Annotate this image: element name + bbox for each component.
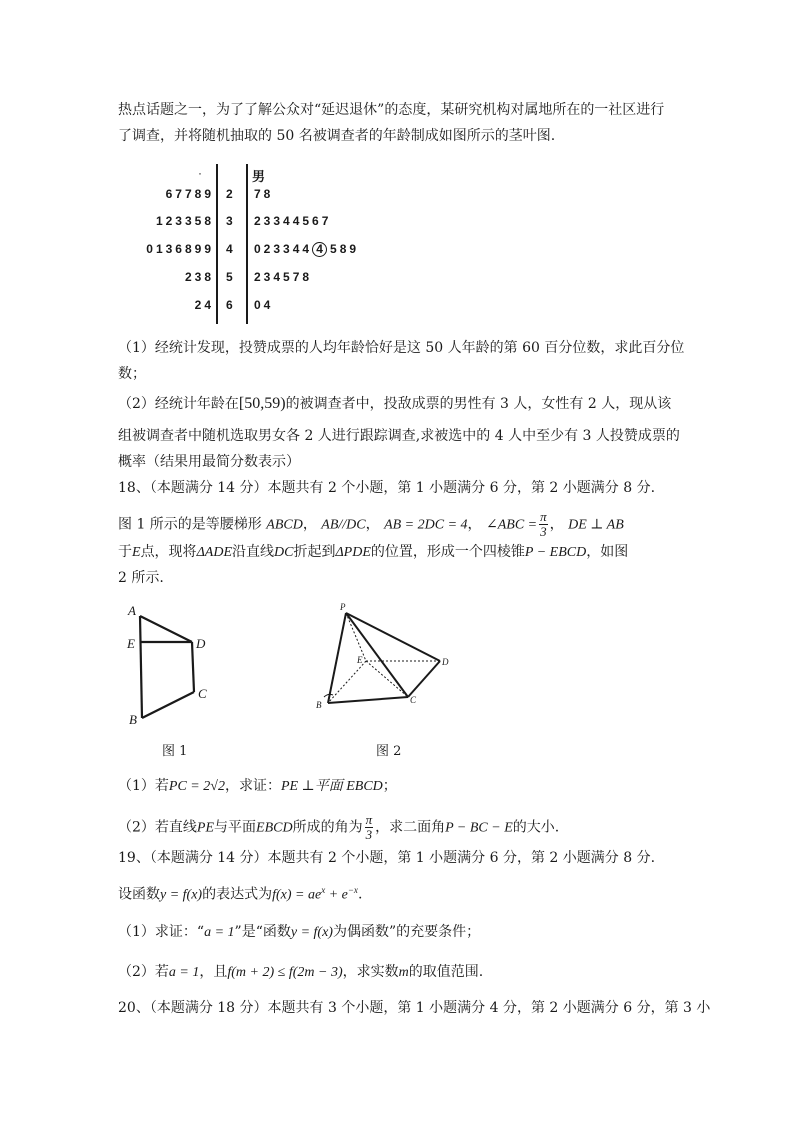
q18-l2-text-c: 沿直线 <box>232 544 274 560</box>
fig2-label-c: C <box>410 695 417 705</box>
fig1-label-c: C <box>198 686 207 701</box>
edge-dc <box>192 642 194 692</box>
fig1-label-b: B <box>129 712 137 727</box>
q19-p2-text-a: （2）若 <box>118 964 169 980</box>
angle-fraction-2 <box>365 813 374 842</box>
q18-p1-text-b: ，求证： <box>224 778 281 794</box>
row-3-right-a: 023344 <box>254 242 313 256</box>
condition-a-eq-1-2: a = 1 <box>168 965 200 980</box>
function-plus-e: + e <box>325 887 348 903</box>
q19-l1-text-a: 设函数 <box>118 886 160 903</box>
row-3-left: 0136899 <box>146 242 214 256</box>
figure-1-caption: 图 1 <box>162 744 188 759</box>
q17-part2-line3: 概率（结果用最简分数表示） <box>118 454 300 470</box>
fig2-label-b: B <box>316 700 322 710</box>
q18-p2-text-a: （2）若直线 <box>118 819 197 836</box>
q18-l2-text-d: 折起到 <box>293 544 336 560</box>
q20-heading: 20、（本题满分 18 分）本题共有 3 个小题，第 1 小题满分 4 分，第 2 小题满分 6 分，第 3 小 <box>118 1000 711 1016</box>
q17-part2-line1 <box>118 394 683 414</box>
angle-abc: ∠ABC = <box>485 517 538 533</box>
stem-divider-left <box>216 164 218 324</box>
exponent-neg-x: −x <box>347 885 358 895</box>
row-1-right: 78 <box>254 187 274 201</box>
edge-cb <box>142 692 194 718</box>
ab-parallel-dc: AB//DC <box>321 517 366 533</box>
stem-divider-right <box>246 164 248 324</box>
function-def: f(x) = ae <box>272 887 322 903</box>
edge-ec-hidden <box>366 661 408 697</box>
q18-p2-text-c: 所成的角为 <box>292 819 363 836</box>
angle-denominator: 3 <box>540 524 547 539</box>
variable-m: m <box>398 965 409 980</box>
row-3-stem: 4 <box>226 242 236 256</box>
q19-p2-text-c: ，求实数 <box>342 964 399 980</box>
q18-part1 <box>118 776 683 797</box>
edge-pd <box>346 613 440 661</box>
line-pe: PE <box>196 820 215 836</box>
line-dc: DC <box>274 545 294 560</box>
q17-part2-text-a: （2）经统计年龄在 <box>118 396 239 412</box>
q17-part1-line1: （1）经统计发现，投赞成票的人均年龄恰好是这 50 人年龄的第 60 百分位数，求此百分位 <box>118 340 685 356</box>
q18-l2-text-a: 于 <box>118 544 132 560</box>
q18-line2 <box>118 542 683 563</box>
exponent-x: x <box>321 885 326 895</box>
header-male: 男 <box>252 170 269 185</box>
q19-p1-text-c: 为偶函数”的充要条件； <box>332 924 481 940</box>
q19-heading: 19、（本题满分 14 分）本题共有 2 个小题，第 1 小题满分 6 分，第 2 小题满分 8 分. <box>118 850 656 866</box>
q18-part2 <box>118 813 683 842</box>
q19-part1 <box>118 922 683 943</box>
triangle-pde: ΔPDE <box>335 545 371 560</box>
row-2-left: 123358 <box>155 214 214 228</box>
point-e: E <box>132 545 141 560</box>
row-2-right: 23344567 <box>254 214 332 228</box>
fig1-label-e: E <box>127 636 135 651</box>
row-3-right <box>254 242 359 257</box>
q18-l2-text-b: 点，现将 <box>140 544 197 560</box>
q19-l1-text-b: 的表达式为 <box>202 886 273 903</box>
condition-a-eq-1: a = 1 <box>204 925 235 940</box>
fig2-label-e: E <box>357 655 363 665</box>
intro-line-1: 热点话题之一，为了了解公众对“延迟退休”的态度，某研究机构对属地所在的一社区进行 <box>118 102 665 118</box>
q19-p2-text-b: ，且 <box>199 964 228 980</box>
inequality: f(m + 2) ≤ f(2m − 3) <box>227 965 343 980</box>
q18-line3: 2 所示. <box>118 570 164 586</box>
edge-pc <box>346 613 408 697</box>
edge-cd <box>408 661 440 697</box>
q17-part2-line2: 组被调查者中随机选取男女各 2 人进行跟踪调查,求被选中的 4 人中至少有 3 人投赞成票的 <box>118 428 680 444</box>
q18-p1-text-d: ； <box>382 778 397 794</box>
q19-p1-text-a: （1）求证：“ <box>118 924 205 940</box>
row-5-left: 24 <box>194 298 214 312</box>
row-2-stem: 3 <box>226 214 236 228</box>
q18-p2-text-e: 的大小. <box>512 819 560 836</box>
row-1-stem: 2 <box>226 187 236 201</box>
fig1-label-a: A <box>128 603 136 618</box>
q18-l2-text-e: 的位置，形成一个四棱锥 <box>370 544 525 560</box>
edge-bc <box>328 697 408 703</box>
pyramid-p-ebcd: P − EBCD <box>524 545 587 560</box>
q18-p1-text-a: （1）若 <box>118 778 169 794</box>
trapezoid-abcd: ABCD <box>266 517 303 533</box>
q18-l1-text-a: 图 1 所示的是等腰梯形 <box>118 516 262 533</box>
angle2-denominator: 3 <box>365 827 373 842</box>
q17-part2-text-b: 的被调查者中，投敌成票的男性有 3 人，女性有 2 人，现从该 <box>285 396 672 412</box>
q19-p2-text-d: 的取值范围. <box>408 964 484 980</box>
row-1-left: 67789 <box>165 187 214 201</box>
q19-p1-text-b: ”是“函数 <box>234 924 291 940</box>
q18-heading: 18、（本题满分 14 分）本题共有 2 个小题，第 1 小题满分 6 分，第 2 小题满分 8 分. <box>118 480 656 496</box>
figure-1-trapezoid <box>120 600 230 730</box>
edge-eb-hidden <box>328 661 366 703</box>
q17-part1-line2: 数； <box>118 366 146 382</box>
edge-ad <box>140 616 192 642</box>
de-perp-ab: DE ⊥ AB <box>568 517 624 533</box>
figure-2-caption: 图 2 <box>376 744 402 759</box>
q19-part2 <box>118 962 683 983</box>
intro-line-2: 了调查，并将随机抽取的 50 名被调查者的年龄制成如图所示的茎叶图. <box>118 128 556 144</box>
q18-l2-text-f: ，如图 <box>586 544 629 560</box>
plane-ebcd: EBCD <box>256 820 293 836</box>
q19-l1-end: . <box>357 886 363 903</box>
fig2-label-d: D <box>442 657 449 667</box>
triangle-ade: ΔADE <box>196 545 232 560</box>
edge-ab <box>140 616 142 718</box>
row-4-stem: 5 <box>226 270 236 284</box>
ab-length: AB = 2DC = 4 <box>384 517 468 533</box>
pc-length: PC = 2√2 <box>168 779 225 794</box>
row-4-right: 234578 <box>254 270 313 284</box>
angle2-numerator: π <box>365 812 373 827</box>
angle-fraction <box>539 510 548 539</box>
q19-line1 <box>118 880 683 906</box>
age-interval: [50,59) <box>238 395 286 412</box>
fig1-label-d: D <box>196 636 206 651</box>
q18-line1: 图 1 所示的是等腰梯形 ABCD， AB//DC， AB = 2DC = 4， ∠ABC = $\frac{\pi}{3}$ ， DE ⊥ AB <box>118 509 624 539</box>
edge-pb <box>328 613 346 703</box>
row-4-left: 238 <box>184 270 214 284</box>
row-3-right-b: 589 <box>330 242 360 256</box>
header-left-mark: · <box>198 166 205 180</box>
fig2-label-p: P <box>340 602 346 612</box>
pe-perp-plane: PE ⊥平面 EBCD <box>280 779 383 794</box>
figure-2-pyramid <box>310 605 460 715</box>
angle-numerator: π <box>540 509 547 524</box>
q18-p2-text-d: ，求二面角 <box>375 819 446 836</box>
function-y: y = f(x) <box>160 887 203 903</box>
dihedral-angle: P − BC − E <box>445 820 513 836</box>
row-5-stem: 6 <box>226 298 236 312</box>
row-5-right: 04 <box>254 298 274 312</box>
q18-p2-text-b: 与平面 <box>214 819 257 836</box>
row-3-circled-leaf: 4 <box>312 242 327 257</box>
function-y-2: y = f(x) <box>290 925 333 940</box>
